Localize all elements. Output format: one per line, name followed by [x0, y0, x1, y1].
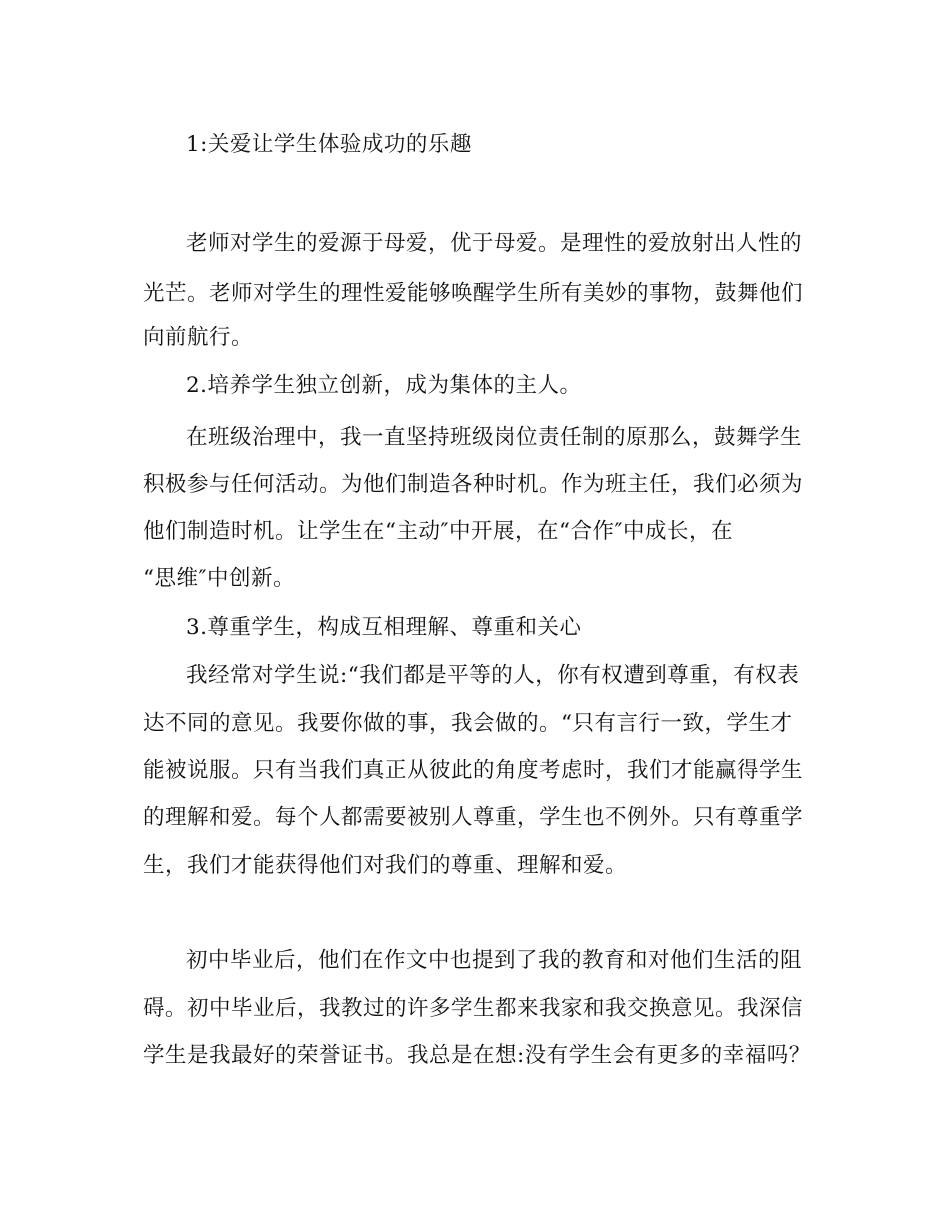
paragraph-2-line-4: “思维″中创新。	[143, 566, 296, 591]
paragraph-2-line-3: 他们制造时机。让学生在“主动″中开展，在“合作″中成长，在	[143, 519, 734, 544]
section-heading-2: 2.培养学生独立创新，成为集体的主人。	[186, 373, 582, 398]
paragraph-2-line-1: 在班级治理中，我一直坚持班级岗位责任制的原那么，鼓舞学生	[186, 425, 803, 450]
paragraph-3-line-4: 的理解和爱。每个人都需要被别人尊重，学生也不例外。只有尊重学	[143, 805, 804, 830]
paragraph-3-line-5: 生，我们才能获得他们对我们的尊重、理解和爱。	[143, 853, 628, 878]
paragraph-4-line-3: 学生是我最好的荣誉证书。我总是在想:没有学生会有更多的幸福吗？	[143, 1043, 811, 1068]
paragraph-4-line-2: 碍。初中毕业后，我教过的许多学生都来我家和我交换意见。我深信	[143, 996, 804, 1021]
paragraph-1-line-1: 老师对学生的爱源于母爱，优于母爱。是理性的爱放射出人性的	[186, 231, 803, 256]
paragraph-3-line-2: 达不同的意见。我要你做的事，我会做的。“只有言行一致，学生才	[143, 711, 793, 736]
paragraph-3-line-1: 我经常对学生说:“我们都是平等的人，你有权遭到尊重，有权表	[186, 663, 800, 688]
paragraph-1-line-3: 向前航行。	[143, 325, 254, 350]
section-heading-1: 1:关爱让学生体验成功的乐趣	[186, 132, 472, 157]
paragraph-1-line-2: 光芒。老师对学生的理性爱能够唤醒学生所有美妙的事物，鼓舞他们	[143, 281, 804, 306]
paragraph-3-line-3: 能被说服。只有当我们真正从彼此的角度考虑时，我们才能赢得学生	[143, 758, 804, 783]
section-heading-3: 3.尊重学生，构成互相理解、尊重和关心	[186, 615, 582, 640]
paragraph-4-line-1: 初中毕业后，他们在作文中也提到了我的教育和对他们生活的阻	[186, 948, 803, 973]
paragraph-2-line-2: 积极参与任何活动。为他们制造各种时机。作为班主任，我们必须为	[143, 472, 804, 497]
